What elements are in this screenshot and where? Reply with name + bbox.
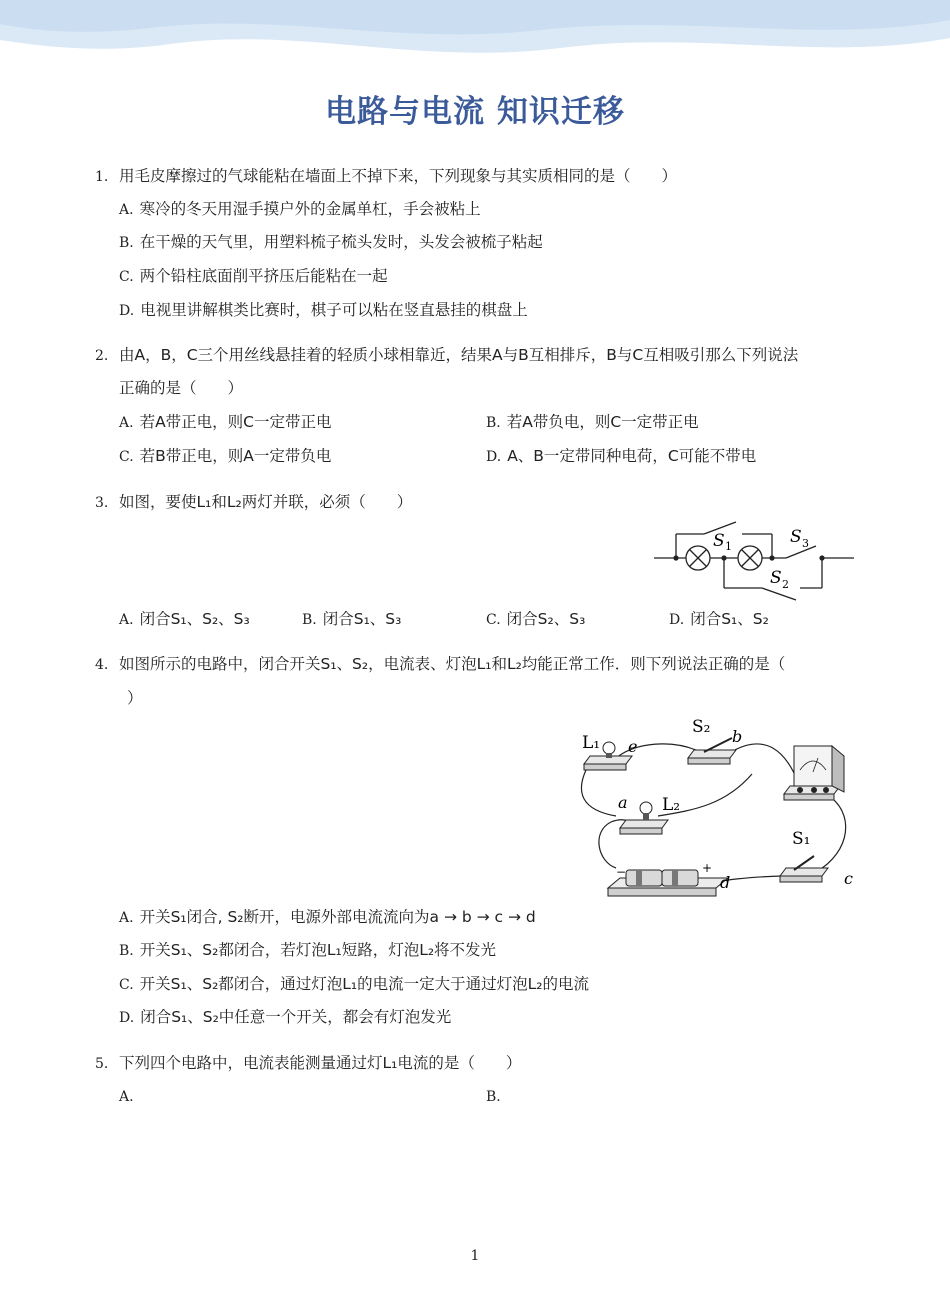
q2-option-b[interactable]: B. 若A带负电，则C一定带正电 bbox=[486, 413, 699, 431]
q5-option-a[interactable]: A. bbox=[119, 1089, 134, 1105]
label-s3: S bbox=[790, 527, 802, 547]
q3-option-d[interactable]: D. 闭合S₁、S₂ bbox=[669, 610, 769, 628]
q1-option-d[interactable]: D. 电视里讲解棋类比赛时，棋子可以粘在竖直悬挂的棋盘上 bbox=[119, 301, 528, 319]
q4-option-a[interactable]: A. 开关S₁闭合, S₂断开，电源外部电流流向为a → b → c → d bbox=[119, 908, 536, 926]
question-stem: 下列四个电路中，电流表能测量通过灯L₁电流的是（ ） bbox=[119, 1054, 522, 1072]
q4-option-c[interactable]: C. 开关S₁、S₂都闭合，通过灯泡L₁的电流一定大于通过灯泡L₂的电流 bbox=[119, 975, 589, 993]
switch-s3-blade bbox=[786, 546, 816, 558]
label-s1-sub: 1 bbox=[725, 540, 732, 553]
question-number: 4. bbox=[95, 657, 109, 673]
header-wave-decoration bbox=[0, 0, 950, 70]
q1-option-b[interactable]: B. 在干燥的天气里，用塑料梳子梳头发时，头发会被梳子粘起 bbox=[119, 233, 543, 251]
question-3 bbox=[95, 492, 412, 513]
q2-option-c[interactable]: C. 若B带正电，则A一定带负电 bbox=[119, 447, 332, 465]
question-4 bbox=[95, 654, 855, 675]
label-b: b bbox=[732, 727, 743, 746]
question-1 bbox=[95, 166, 677, 187]
q1-option-c[interactable]: C. 两个铅柱底面削平挤压后能粘在一起 bbox=[119, 267, 388, 285]
label-plus: + bbox=[702, 861, 713, 875]
switch-s2-blade bbox=[762, 588, 796, 600]
question-stem: 如图，要使L₁和L₂两灯并联，必须（ ） bbox=[119, 493, 413, 511]
q3-circuit-diagram bbox=[650, 516, 856, 602]
question-2 bbox=[95, 345, 798, 366]
ammeter-icon bbox=[784, 746, 844, 800]
label-l2: L₂ bbox=[662, 795, 681, 815]
label-s2-sub: 2 bbox=[782, 578, 789, 591]
question-stem: 如图所示的电路中，闭合开关S₁、S₂，电流表、灯泡L₁和L₂均能正常工作．则下列说法正确的是（ bbox=[119, 655, 786, 673]
label-s3-sub: 3 bbox=[802, 537, 809, 550]
label-e: e bbox=[628, 737, 638, 756]
q3-option-b[interactable]: B. 闭合S₁、S₃ bbox=[302, 610, 402, 628]
question-5 bbox=[95, 1053, 521, 1074]
q5-option-b[interactable]: B. bbox=[486, 1089, 501, 1105]
label-l1: L₁ bbox=[582, 733, 601, 753]
switch-s1-icon bbox=[780, 856, 828, 882]
question-stem: 由A，B，C三个用丝线悬挂着的轻质小球相靠近，结果A与B互相排斥，B与C互相吸引那么下列说法 bbox=[119, 346, 799, 364]
question-stem-continuation: 正确的是（ ） bbox=[119, 379, 244, 397]
label-s2: S bbox=[770, 568, 782, 588]
page-number: 1 bbox=[470, 1248, 480, 1264]
question-number: 2. bbox=[95, 348, 109, 364]
question-number: 1. bbox=[95, 169, 109, 185]
label-a: a bbox=[618, 793, 628, 812]
label-c: c bbox=[844, 869, 853, 888]
question-stem: 用毛皮摩擦过的气球能粘在墙面上不掉下来，下列现象与其实质相同的是（ ） bbox=[119, 167, 678, 185]
label-s2: S₂ bbox=[692, 717, 711, 737]
q3-option-a[interactable]: A. 闭合S₁、S₂、S₃ bbox=[119, 610, 250, 628]
page-title: 电路与电流 知识迁移 bbox=[325, 94, 625, 130]
label-s1: S bbox=[713, 531, 725, 551]
question-number: 5. bbox=[95, 1056, 109, 1072]
question-stem-continuation: ） bbox=[127, 689, 143, 707]
q2-option-a[interactable]: A. 若A带正电，则C一定带正电 bbox=[119, 413, 332, 431]
q4-option-d[interactable]: D. 闭合S₁、S₂中任意一个开关，都会有灯泡发光 bbox=[119, 1008, 452, 1026]
q4-circuit-illustration bbox=[576, 712, 860, 902]
q1-option-a[interactable]: A. 寒冷的冬天用湿手摸户外的金属单杠，手会被粘上 bbox=[119, 200, 481, 218]
label-d: d bbox=[720, 873, 731, 892]
switch-s2-icon bbox=[688, 738, 736, 764]
q2-option-d[interactable]: D. A、B一定带同种电荷，C可能不带电 bbox=[486, 447, 757, 465]
q4-option-b[interactable]: B. 开关S₁、S₂都闭合，若灯泡L₁短路，灯泡L₂将不发光 bbox=[119, 941, 497, 959]
label-s1: S₁ bbox=[792, 829, 811, 849]
question-number: 3. bbox=[95, 495, 109, 511]
label-minus: − bbox=[616, 865, 627, 879]
q3-option-c[interactable]: C. 闭合S₂、S₃ bbox=[486, 610, 586, 628]
